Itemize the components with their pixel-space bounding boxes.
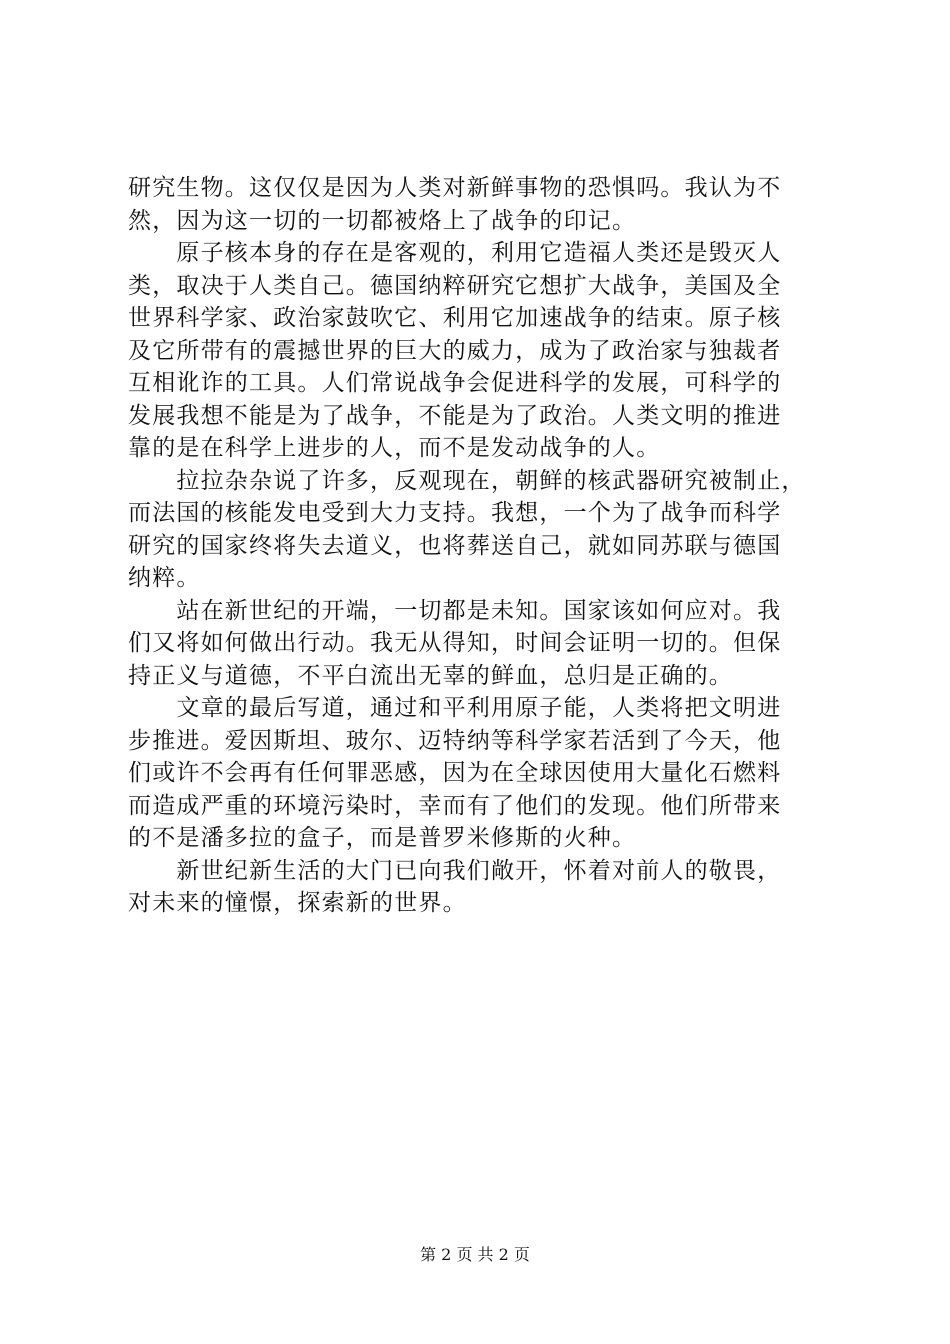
text-line: 然，因为这一切的一切都被烙上了战争的印记。 [128,207,637,234]
text-line: 研究生物。这仅仅是因为人类对新鲜事物的恐惧吗。我认为不 [128,175,782,201]
text-line: 类，取决于人类自己。德国纳粹研究它想扩大战争，美国及全 [128,272,782,299]
text-line: 而法国的核能发电受到大力支持。我想，一个为了战争而科学 [128,500,782,526]
text-line: 持正义与道德，不平白流出无辜的鲜血，总归是正确的。 [128,662,733,689]
text-line: 站在新世纪的开端，一切都是未知。国家该如何应对。我 [128,597,782,624]
text-line: 步推进。爱因斯坦、玻尔、迈特纳等科学家若活到了今天，他 [128,727,782,754]
text-line: 研究的国家终将失去道义，也将葬送自己，就如同苏联与德国 [128,532,782,559]
text-line: 靠的是在科学上进步的人，而不是发动战争的人。 [128,435,661,461]
text-line: 及它所带有的震撼世界的巨大的威力，成为了政治家与独裁者 [128,337,782,364]
text-line: 新世纪新生活的大门已向我们敞开，怀着对前人的敬畏， [128,857,782,884]
text-line: 而造成严重的环境污染时，幸而有了他们的发现。他们所带来 [128,792,782,819]
text-line: 发展我想不能是为了战争，不能是为了政治。人类文明的推进 [128,402,782,429]
text-line: 拉拉杂杂说了许多，反观现在，朝鲜的核武器研究被制止， [128,467,806,494]
text-line: 们或许不会再有任何罪恶感，因为在全球因使用大量化石燃料 [128,760,782,786]
text-line: 的不是潘多拉的盒子，而是普罗米修斯的火种。 [128,825,637,851]
text-line: 原子核本身的存在是客观的，利用它造福人类还是毁灭人 [128,240,782,266]
page-number-footer: 第 2 页 共 2 页 [420,1245,530,1264]
text-line: 对未来的憧憬，探索新的世界。 [128,890,467,916]
text-line: 世界科学家、政治家鼓吹它、利用它加速战争的结束。原子核 [128,305,782,331]
text-line: 互相讹诈的工具。人们常说战争会促进科学的发展，可科学的 [128,370,782,396]
text-line: 纳粹。 [128,565,201,591]
text-line: 文章的最后写道，通过和平利用原子能，人类将把文明进 [128,695,782,721]
body-text [128,172,828,920]
text-line: 们又将如何做出行动。我无从得知，时间会证明一切的。但保 [128,630,782,656]
